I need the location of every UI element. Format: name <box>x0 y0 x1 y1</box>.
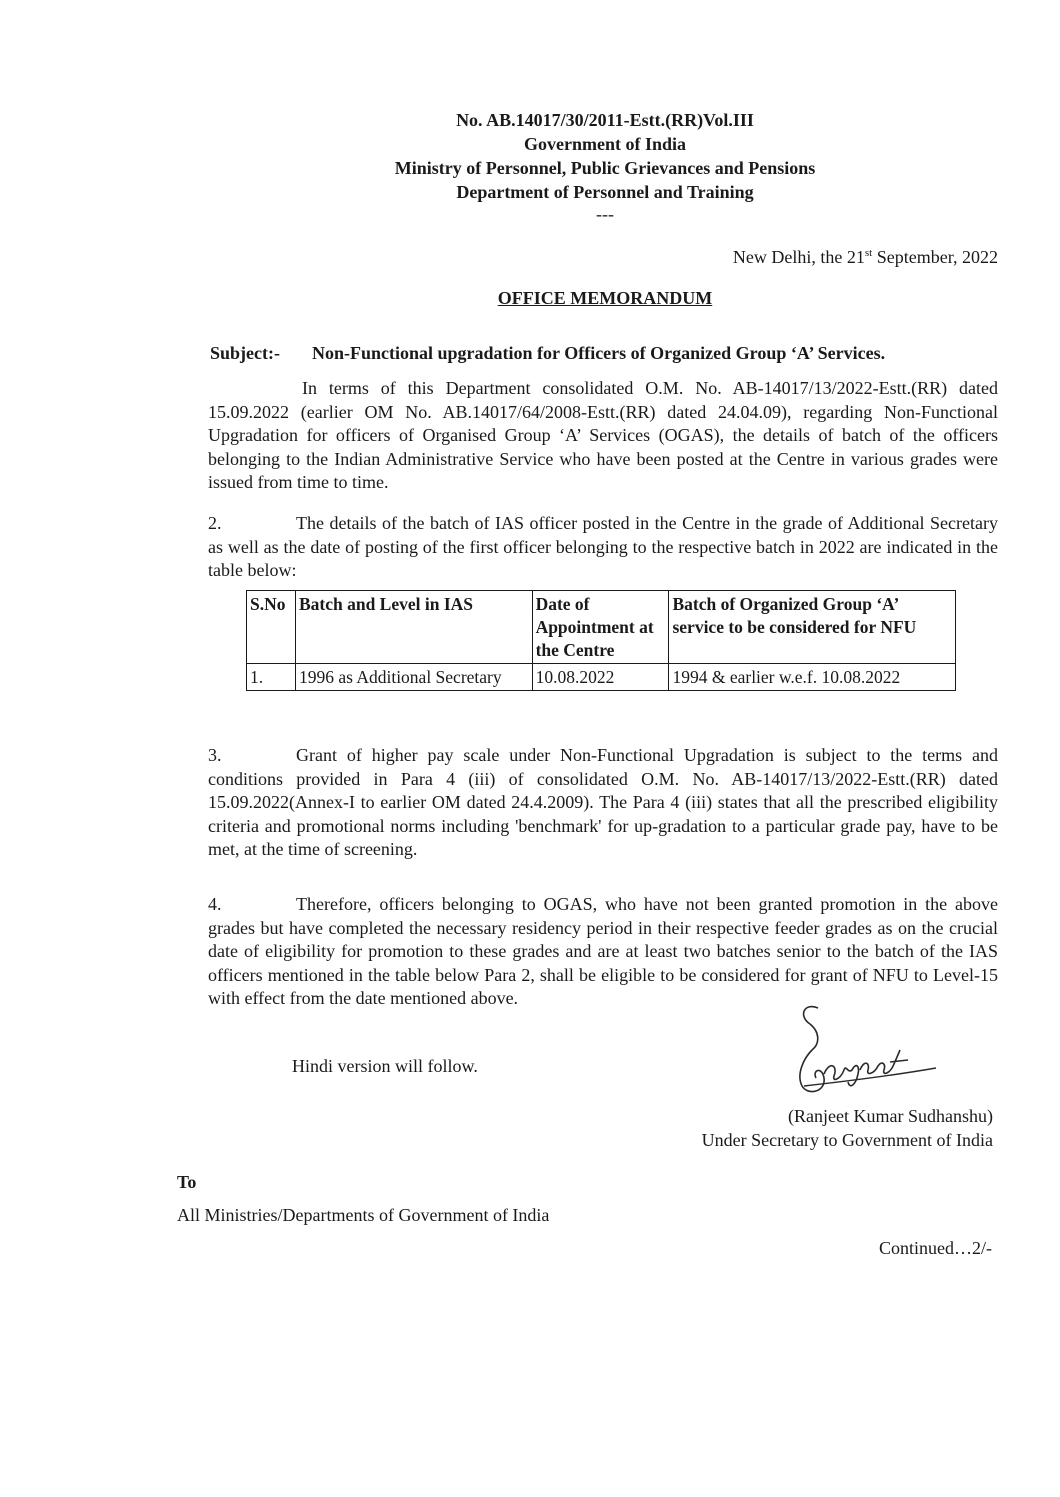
paragraph-2-text: The details of the batch of IAS officer posted in the Centre in the grade of Additional Secretary as well as the date of posting of the first officer belonging to the respective batch in 2022 are indicated in the table below: <box>208 513 998 580</box>
paragraph-3-number: 3. <box>208 745 222 765</box>
hindi-version-note: Hindi version will follow. <box>292 1056 478 1076</box>
paragraph-4-number: 4. <box>208 894 222 914</box>
government-name: Government of India <box>524 134 686 154</box>
table-header-cell: Date of Appointment at the Centre <box>532 591 669 664</box>
memo-date <box>600 247 998 268</box>
paragraph-3 <box>208 744 998 862</box>
paragraph-3-text: Grant of higher pay scale under Non-Functional Upgradation is subject to the terms and conditions provided in Para 4 (iii) of consolidated O.M. No. AB-14017/13/2022-Estt.(RR) dated 15.09.2022(Annex-I to earlier OM dated 24.4.2009). The Para 4 (iii) states that all the prescribed eligibility criteria and promotional norms including 'benchmark' for up-gradation to a particular grade pay, have to be met, at the time of screening. <box>208 745 998 859</box>
table-header-cell: S.No <box>247 591 296 664</box>
subject-label: Subject:- <box>210 343 280 363</box>
paragraph-4 <box>208 893 998 1011</box>
continued-note: Continued…2/- <box>879 1238 992 1258</box>
recipient: All Ministries/Departments of Government of India <box>177 1205 550 1225</box>
table-cell: 1994 & earlier w.e.f. 10.08.2022 <box>669 664 956 691</box>
table-cell: 10.08.2022 <box>532 664 669 691</box>
ministry-name: Ministry of Personnel, Public Grievances and Pensions <box>394 158 816 178</box>
signatory-name: (Ranjeet Kumar Sudhanshu) <box>788 1106 993 1126</box>
file-number: No. AB.14017/30/2011-Estt.(RR)Vol.III <box>456 110 754 130</box>
header-separator: --- <box>596 204 614 224</box>
date-suffix: st <box>864 247 873 259</box>
signature-image <box>790 1000 940 1100</box>
table-row <box>247 664 956 691</box>
date-rest: September, 2022 <box>872 247 998 267</box>
paragraph-2-number: 2. <box>208 513 222 533</box>
subject-text: Non-Functional upgradation for Officers of Organized Group ‘A’ Services. <box>312 343 886 363</box>
table-header-cell: Batch of Organized Group ‘A’ service to be considered for NFU <box>669 591 956 664</box>
nfu-batch-table <box>246 590 956 691</box>
paragraph-4-text: Therefore, officers belonging to OGAS, who have not been granted promotion in the above grades but have completed the necessary residency period in their respective feeder grades as on the crucial date of eligibility for promotion to these grades and are at least two batches senior to the batch of the IAS officers mentioned in the table below Para 2, shall be eligible to be considered for grant of NFU to Level-15 with effect from the date mentioned above. <box>208 894 998 1008</box>
table-cell: 1996 as Additional Secretary <box>295 664 532 691</box>
subject-line <box>210 343 885 364</box>
signatory-designation: Under Secretary to Government of India <box>701 1130 993 1150</box>
paragraph-2 <box>208 512 998 583</box>
page-title: OFFICE MEMORANDUM <box>497 288 713 308</box>
paragraph-1-text: In terms of this Department consolidated O.M. No. AB-14017/13/2022-Estt.(RR) dated 15.09.2022 (earlier OM No. AB.14017/64/2008-Estt.(RR) dated 24.04.09), regarding Non-Functional Upgradation for officers of Organised Group ‘A’ Services (OGAS), the details of batch of the officers belonging to the Indian Administrative Service who have been posted at the Centre in various grades were issued from time to time. <box>208 378 998 492</box>
table-header-row <box>247 591 956 664</box>
department-name: Department of Personnel and Training <box>456 182 754 202</box>
table-cell: 1. <box>247 664 296 691</box>
to-label: To <box>177 1172 197 1192</box>
paragraph-1 <box>208 377 998 495</box>
date-prefix: New Delhi, the 21 <box>732 247 865 267</box>
table-header-cell: Batch and Level in IAS <box>295 591 532 664</box>
